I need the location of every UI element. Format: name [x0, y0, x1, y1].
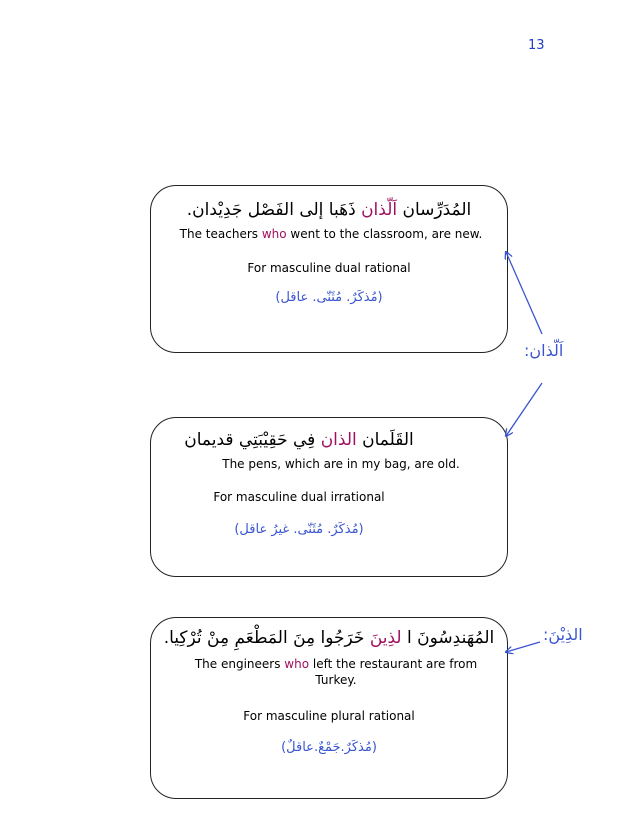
english-highlight: who [261, 227, 287, 241]
side-label-alladhina: الذِيْنَ: [543, 625, 583, 644]
relative-pronoun-highlight: لذِينَ [369, 628, 402, 648]
arrow-to-card-2 [506, 383, 542, 436]
arabic-sentence-start: المُهَندِسُونَ ا [401, 628, 495, 648]
english-start: The engineers [194, 657, 285, 671]
arabic-sentence-start: المُدَرِّسان [397, 200, 472, 220]
relative-pronoun-highlight: اَلّذان [361, 200, 398, 220]
english-start: The pens, which are in my bag, are old. [222, 457, 460, 471]
usage-note: For masculine dual rational [247, 261, 411, 275]
grammar-note: (مُذكَرٌ.جَمْعٌ.عاقلٌ) [281, 740, 377, 755]
english-start: The teachers [179, 227, 262, 241]
page-number: 13 [528, 38, 545, 53]
arabic-sentence-end: خَرَجُوا مِنَ المَطْعَمِ مِنْ تُرْكِيا. [163, 628, 370, 648]
arabic-sentence-end: ذَهَبا إلى الفَصْل جَدِيْدان. [186, 200, 362, 220]
usage-note: For masculine plural rational [243, 709, 415, 723]
side-label-alladhan: اَلّذان: [524, 341, 564, 360]
english-highlight: who [284, 657, 310, 671]
english-end: went to the classroom, are new. [286, 227, 483, 241]
grammar-note: (مُذكَرٌ. مُثَنّى. عاقل) [275, 290, 383, 305]
english-end: left the restaurant are from Turkey. [309, 657, 478, 687]
arabic-sentence-end: فِي حَقِيْبَتِي قديمان [184, 430, 321, 450]
grammar-note: (مُذكَرٌ. مُثَنّى. غيرُ عاقل) [234, 522, 364, 537]
arabic-sentence-start: القَلَمان [356, 430, 414, 450]
usage-note: For masculine dual irrational [213, 490, 385, 504]
arrow-to-card-1 [506, 252, 542, 334]
relative-pronoun-highlight: الذان [320, 430, 357, 450]
arrow-to-card-3 [506, 642, 540, 652]
